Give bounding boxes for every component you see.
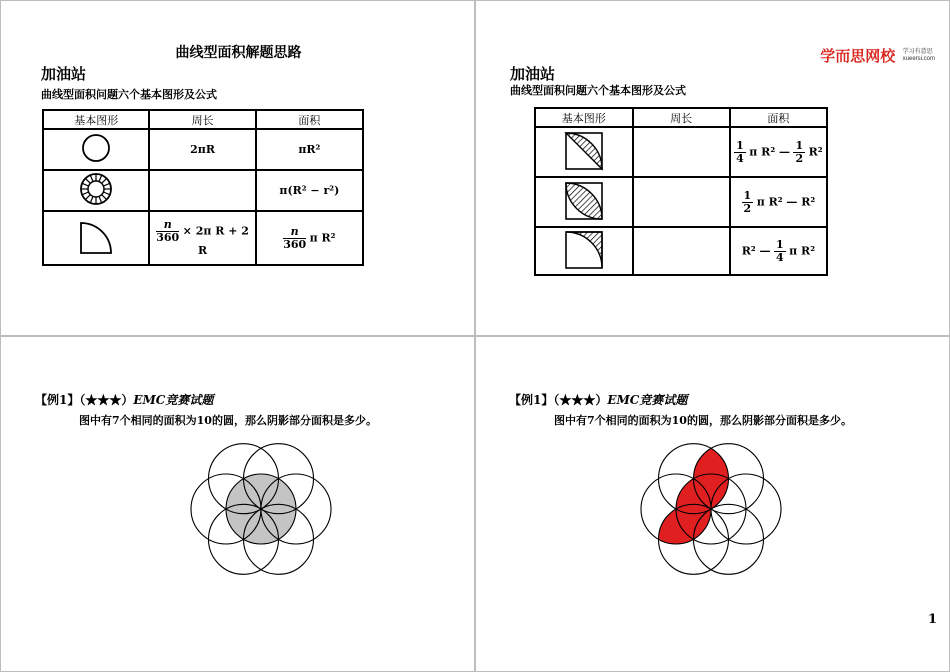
perimeter-sector — [149, 211, 255, 265]
area-sector-rest: π R² — [309, 231, 336, 244]
perimeter-ring — [149, 170, 255, 211]
formula-table-1 — [42, 109, 364, 266]
example-header — [509, 391, 687, 408]
header-shape: 基本图形 — [535, 108, 633, 127]
logo-url: xueersi.com — [902, 55, 935, 62]
difficulty-stars: （★★★） — [553, 393, 608, 407]
slide-1 — [0, 0, 475, 336]
area-cell-1 — [730, 127, 827, 177]
logo — [820, 45, 935, 66]
example-label: 【例1】 — [35, 393, 80, 407]
perimeter-circle: 2πR — [149, 129, 255, 170]
example-question: 图中有7个相同的面积为10的圆，那么阴影部分面积是多少。 — [554, 414, 852, 427]
section-heading: 加油站 — [510, 65, 556, 83]
area-3-pre: R² — — [741, 244, 771, 257]
frac-den: 2 — [795, 151, 804, 165]
header-area: 面积 — [256, 110, 363, 129]
logo-small — [903, 49, 935, 63]
frac-num: 1 — [795, 138, 804, 152]
shape-square-corner — [535, 227, 633, 275]
header-area: 面积 — [730, 108, 827, 127]
area-sector — [256, 211, 363, 265]
shape-square-quarter-segment — [535, 127, 633, 177]
frac-den: 4 — [736, 151, 744, 165]
header-perimeter: 周长 — [149, 110, 255, 129]
example-header — [35, 391, 213, 408]
example-label: 【例1】 — [509, 393, 554, 407]
perimeter-cell-1 — [633, 127, 730, 177]
frac-num: 1 — [776, 237, 784, 251]
shape-ring — [43, 170, 149, 211]
perimeter-cell-3 — [633, 227, 730, 275]
area-circle: πR² — [256, 129, 363, 170]
slide-4 — [475, 336, 950, 672]
section-subtitle: 曲线型面积问题六个基本图形及公式 — [41, 88, 217, 101]
frac-num: 1 — [743, 188, 752, 202]
seven-circles-figure-red — [631, 429, 791, 589]
area-cell-2 — [730, 177, 827, 227]
header-shape: 基本图形 — [43, 110, 149, 129]
area-3-rest: π R² — [789, 244, 816, 257]
frac-num: n — [156, 219, 179, 232]
frac-den: 360 — [156, 231, 180, 244]
example-source: EMC竞赛试题 — [133, 393, 214, 407]
shape-circle — [43, 129, 149, 170]
frac-den: 4 — [776, 250, 784, 264]
area-cell-3 — [730, 227, 827, 275]
example-source: EMC竞赛试题 — [607, 393, 688, 407]
shape-square-lens — [535, 177, 633, 227]
frac-den: 2 — [743, 201, 752, 215]
section-subtitle: 曲线型面积问题六个基本图形及公式 — [510, 84, 686, 97]
frac-num: n — [283, 226, 306, 239]
page-number: 1 — [927, 612, 937, 627]
area-1-mid: π R² — — [749, 145, 790, 158]
example-question: 图中有7个相同的面积为10的圆，那么阴影部分面积是多少。 — [79, 414, 377, 427]
frac-num: 1 — [736, 138, 744, 152]
formula-table-2 — [534, 107, 828, 276]
seven-circles-figure-gray — [181, 429, 341, 589]
perimeter-sector-rest: × 2π R + 2 R — [182, 224, 249, 257]
perimeter-cell-2 — [633, 177, 730, 227]
page-title: 曲线型面积解题思路 — [175, 45, 302, 61]
area-ring: π(R² − r²) — [256, 170, 363, 211]
slide-2 — [475, 0, 950, 336]
difficulty-stars: （★★★） — [79, 393, 134, 407]
logo-slogan: 学习有意思 — [902, 48, 933, 55]
slide-3 — [0, 336, 475, 672]
header-perimeter: 周长 — [633, 108, 730, 127]
logo-text: 学而思网校 — [820, 48, 896, 65]
area-2-rest: π R² — R² — [756, 195, 816, 208]
shape-sector — [43, 211, 149, 265]
section-heading: 加油站 — [41, 65, 87, 83]
frac-den: 360 — [283, 237, 307, 251]
area-1-rest: R² — [808, 145, 823, 158]
